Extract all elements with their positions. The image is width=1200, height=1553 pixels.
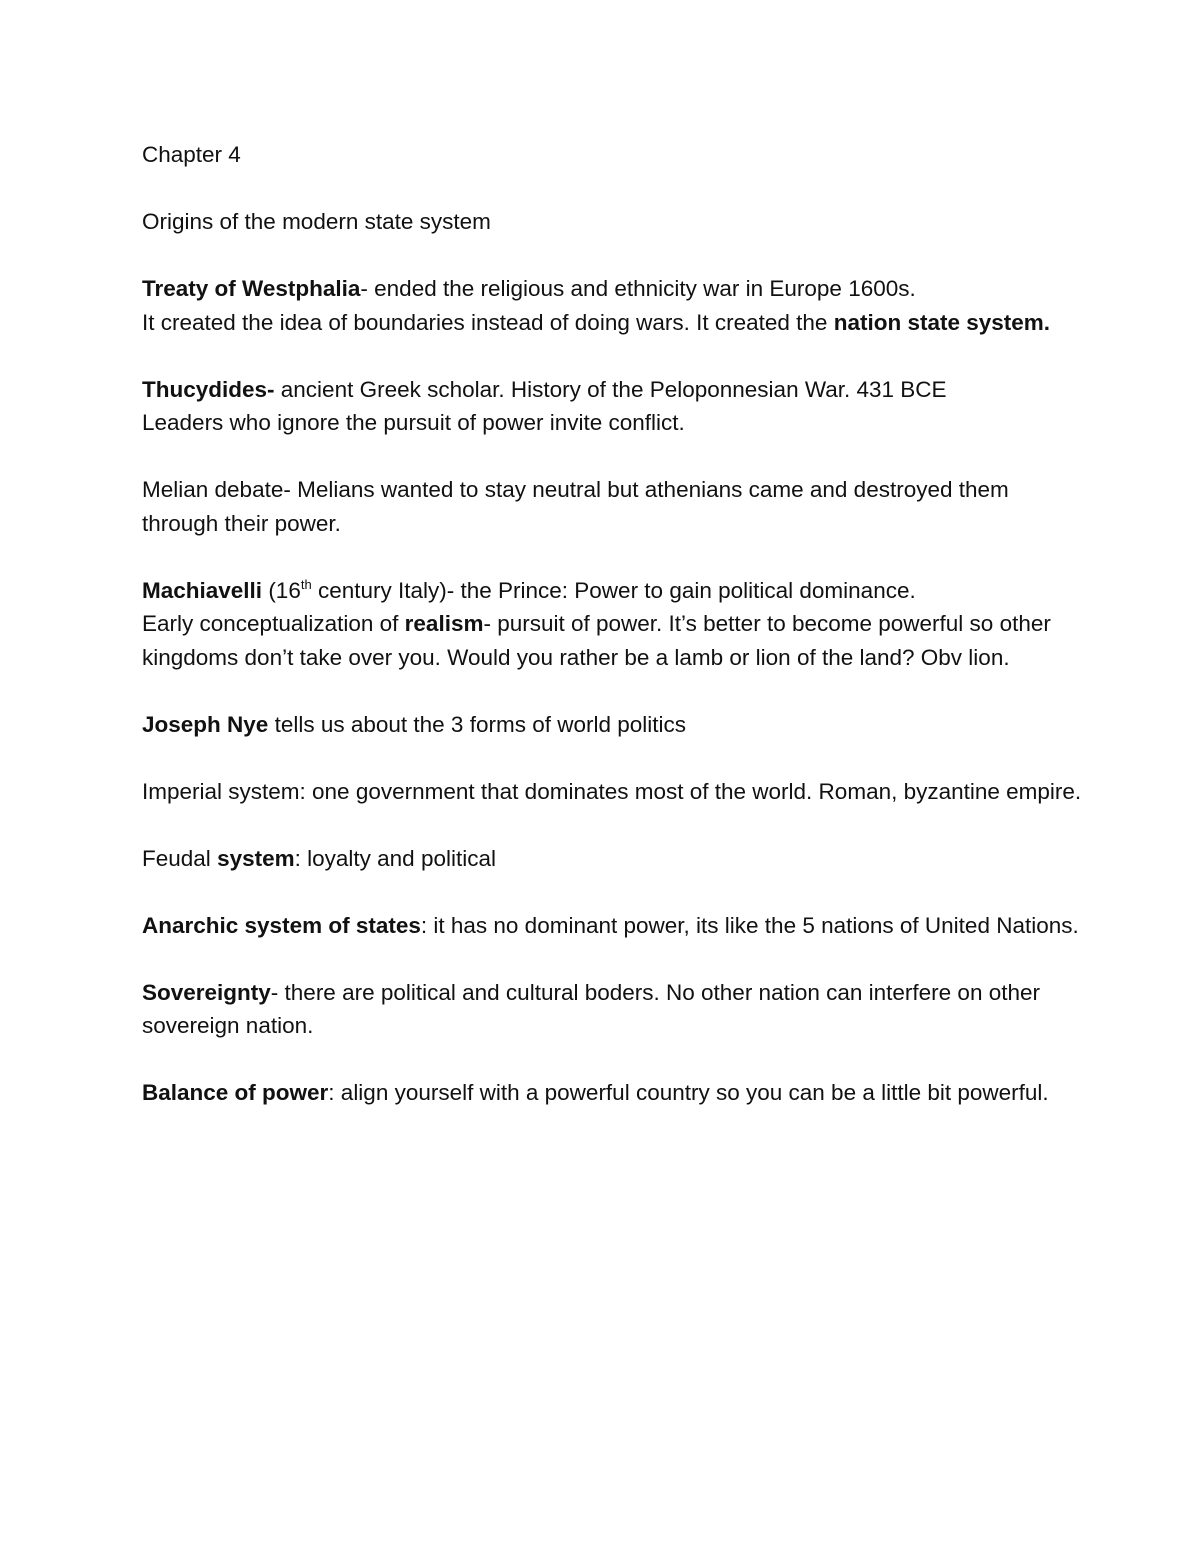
machiavelli-line2-post: - pursuit of power. It’s better to become powerful so other kingdoms don’t take over you. Would you rather be a lamb or lion of the land? Obv lion. [142,611,1051,670]
nye-text: tells us about the 3 forms of world politics [268,711,687,737]
paragraph-machiavelli [142,574,1082,675]
term-treaty-of-westphalia: Treaty of Westphalia [142,276,361,301]
paragraph-sovereignty [142,976,1082,1043]
westphalia-line1: - ended the religious and ethnicity war in Europe 1600s. [360,276,916,301]
term-sovereignty: Sovereignty [142,979,271,1005]
thucydides-line1: ancient Greek scholar. History of the Peloponnesian War. 431 BCE [274,376,947,402]
superscript-th: th [300,576,312,592]
feudal-post: : loyalty and political [294,845,496,871]
paragraph-feudal [142,842,1082,876]
chapter-text: Chapter 4 [142,142,241,167]
term-machiavelli: Machiavelli [142,577,263,603]
term-realism: realism [404,611,484,636]
machiavelli-post-sup: century Italy)- the Prince: Power to gain political dominance. [311,577,916,603]
anarchic-text: : it has no dominant power, its like the 5 nations of United Nations. [420,912,1079,938]
thucydides-line2: Leaders who ignore the pursuit of power invite conflict. [142,410,685,435]
paragraph-imperial [142,775,1082,809]
paragraph-nye [142,708,1082,742]
term-joseph-nye: Joseph Nye [142,711,269,737]
feudal-pre: Feudal [142,845,218,871]
section-title-text: Origins of the modern state system [142,209,491,234]
term-anarchic-system: Anarchic system of states [142,912,421,938]
westphalia-line2: It created the idea of boundaries instead of doing wars. It created the [142,309,834,335]
section-title [142,205,1082,239]
term-thucydides: Thucydides- [142,376,275,402]
melian-text: Melian debate- Melians wanted to stay neutral but athenians came and destroyed them through their power. [142,477,1009,536]
paragraph-melian [142,473,1082,540]
document-page [142,138,1082,1143]
chapter-heading [142,138,1082,172]
paragraph-thucydides [142,373,1082,440]
sovereignty-text: - there are political and cultural boders. No other nation can interfere on other sovereign nation. [142,979,1040,1038]
paragraph-balance-of-power [142,1076,1082,1110]
machiavelli-pre-sup: (16 [262,577,301,603]
term-nation-state-system: nation state system. [833,309,1051,335]
paragraph-anarchic [142,909,1082,943]
paragraph-westphalia [142,272,1082,339]
term-balance-of-power: Balance of power [142,1080,329,1105]
imperial-text: Imperial system: one government that dominates most of the world. Roman, byzantine empire. [142,778,1082,804]
machiavelli-line2-pre: Early conceptualization of [142,611,405,636]
balance-text: : align yourself with a powerful country so you can be a little bit powerful. [328,1080,1049,1105]
term-system: system [217,845,295,871]
